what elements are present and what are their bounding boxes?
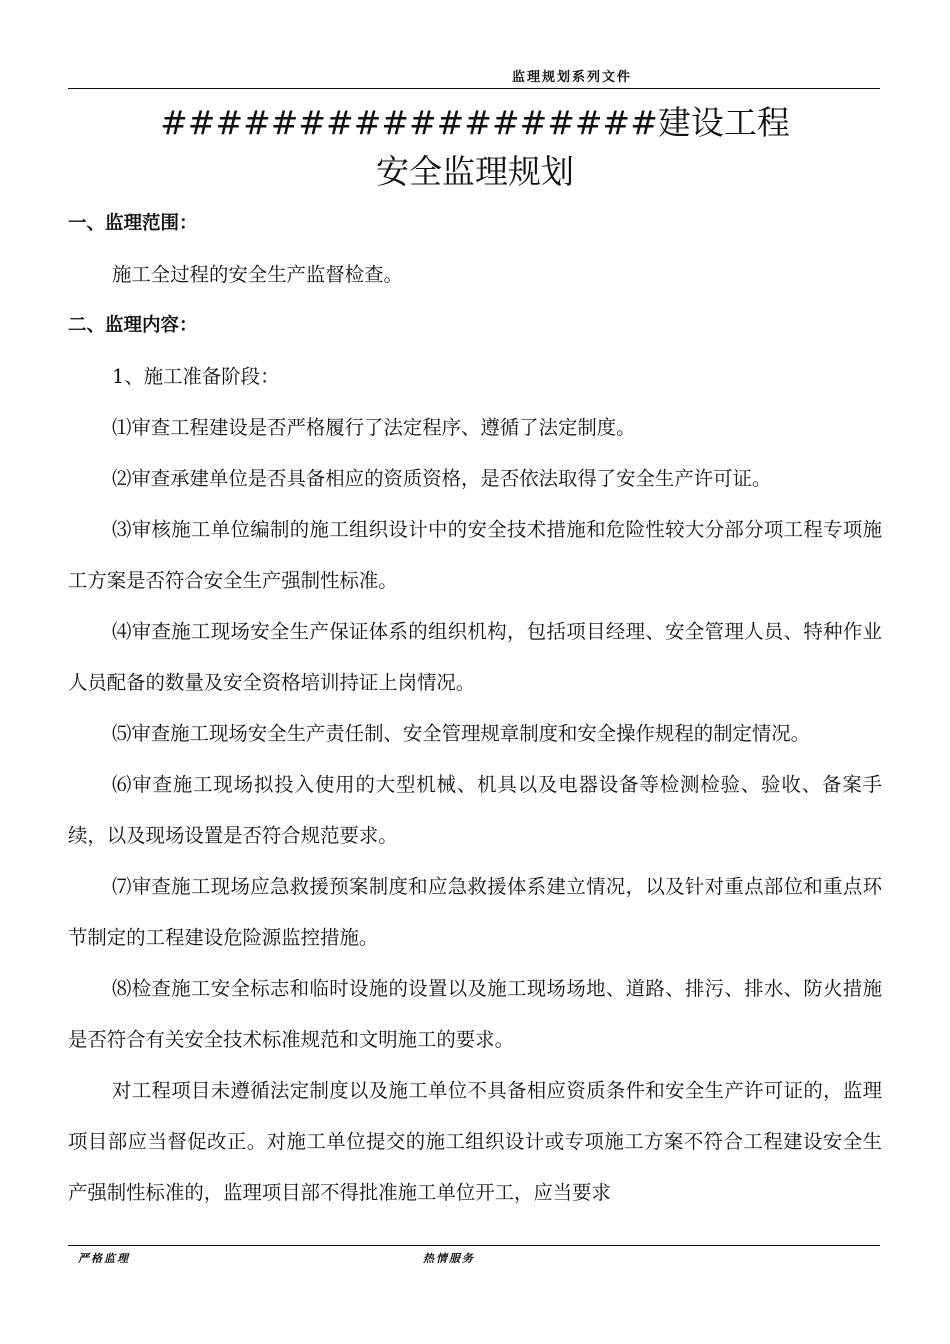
footer-left-motto: 严格监理: [78, 1252, 130, 1265]
header-divider: [68, 88, 880, 89]
paragraph: 1、施工准备阶段：: [112, 365, 280, 388]
paragraph: ⑸审查施工现场安全生产责任制、安全管理规章制度和安全操作规程的制定情况。: [112, 722, 811, 745]
paragraph: ⑵审查承建单位是否具备相应的资质资格，是否依法取得了安全生产许可证。: [112, 467, 772, 490]
paragraph: ⑴审查工程建设是否严格履行了法定程序、遵循了法定制度。: [112, 416, 636, 439]
paragraph: ⑺审查施工现场应急救援预案制度和应急救援体系建立情况，以及针对重点部位和重点环节制定的工程建设危险源监控措施。: [68, 875, 882, 949]
footer-divider: [68, 1245, 880, 1246]
paragraph: 对工程项目未遵循法定制度以及施工单位不具备相应资质条件和安全生产许可证的，监理项目部应当督促改正。对施工单位提交的施工组织设计或专项施工方案不符合工程建设安全生产强制性标准的，监理项目部不得批准施工单位开工，应当要求: [68, 1079, 882, 1204]
document-body: [68, 198, 882, 1218]
paragraph: ⑻检查施工安全标志和临时设施的设置以及施工现场场地、道路、排污、排水、防火措施是否符合有关安全技术标准规范和文明施工的要求。: [68, 977, 882, 1051]
paragraph: ⑹审查施工现场拟投入使用的大型机械、机具以及电器设备等检测检验、验收、备案手续，以及现场设置是否符合规范要求。: [68, 773, 882, 847]
section-heading-content: 二、监理内容：: [68, 315, 198, 336]
document-title-line2: 安全监理规划: [376, 152, 574, 191]
footer-center-motto: 热情服务: [423, 1252, 475, 1265]
paragraph: ⑶审核施工单位编制的施工组织设计中的安全技术措施和危险性较大分部分项工程专项施工方案是否符合安全生产强制性标准。: [68, 518, 882, 592]
section-heading-scope: 一、监理范围：: [68, 213, 198, 234]
paragraph: 施工全过程的安全生产监督检查。: [112, 263, 403, 286]
header-series-label: 监理规划系列文件: [512, 70, 633, 85]
paragraph: ⑷审查施工现场安全生产保证体系的组织机构，包括项目经理、安全管理人员、特种作业人员配备的数量及安全资格培训持证上岗情况。: [68, 620, 882, 694]
document-title-line1: ##################建设工程: [160, 103, 790, 142]
